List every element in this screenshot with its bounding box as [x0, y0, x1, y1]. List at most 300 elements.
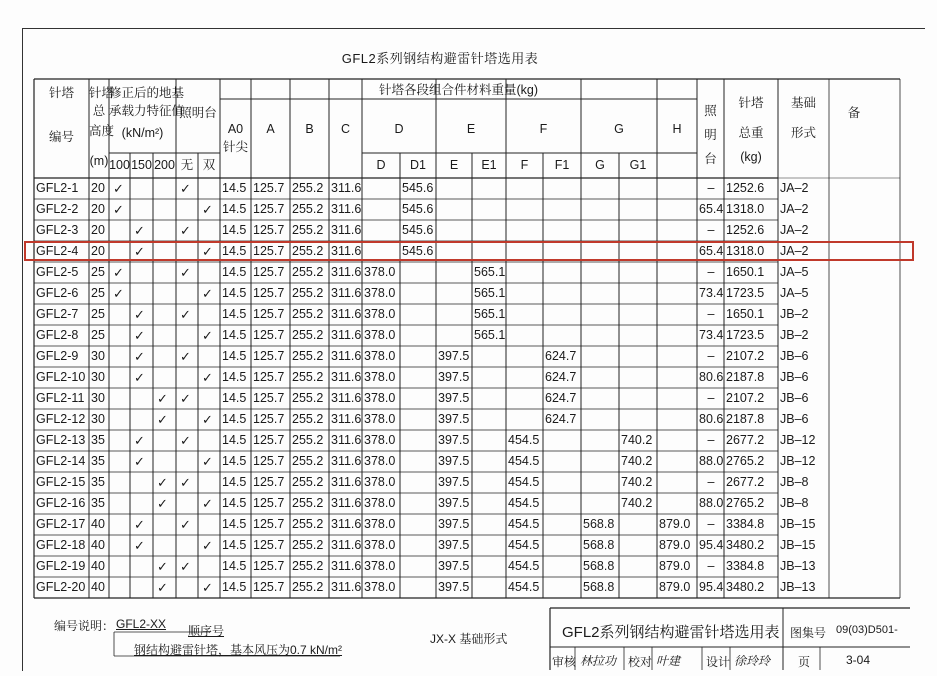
check-mark-dbl: ✓: [202, 286, 213, 301]
cell-total: 1650.1: [726, 265, 765, 279]
cell-b: 255.2: [292, 202, 324, 216]
cell-a: 125.7: [253, 286, 285, 300]
cell-f: 454.5: [508, 559, 540, 573]
header-col-e: E: [466, 122, 476, 136]
cell-b: 255.2: [292, 223, 324, 237]
cell-base: JB–12: [780, 454, 816, 468]
cell-base: JB–13: [780, 559, 816, 573]
cell-b: 255.2: [292, 475, 324, 489]
cell-base: JA–2: [780, 181, 809, 195]
cell-a: 125.7: [253, 202, 285, 216]
cell-g1: [621, 410, 656, 429]
cell-a0: 14.5: [222, 223, 247, 237]
check-mark-none: ✓: [180, 391, 191, 406]
header-weights: 针塔各段组合件材料重量(kg): [378, 83, 539, 97]
cell-lamp: 88.0: [699, 454, 723, 468]
cell-code: GFL2-8: [36, 328, 79, 342]
cell-a: 125.7: [253, 244, 285, 258]
cell-h: 879.0: [659, 517, 691, 531]
cell-total: 2677.2: [726, 433, 765, 447]
cell-g: [583, 179, 618, 198]
cell-c: 311.6: [331, 433, 361, 447]
cell-f1: [545, 452, 580, 471]
cell-c: 311.6: [331, 265, 361, 279]
cell-f: 454.5: [508, 433, 540, 447]
cell-g: 568.8: [583, 580, 615, 594]
header-height-1: 针塔: [89, 86, 115, 100]
cell-c: 311.6: [331, 286, 361, 300]
cell-b: 255.2: [292, 454, 324, 468]
cell-code: GFL2-9: [36, 349, 79, 363]
cell-f: [508, 221, 542, 240]
cell-f: [508, 200, 542, 219]
check-mark-b100: ✓: [113, 202, 124, 217]
cell-d: 378.0: [364, 307, 396, 321]
cell-lamp: –: [707, 265, 715, 279]
cell-lamp: 80.6: [699, 412, 723, 426]
cell-d: 378.0: [364, 433, 396, 447]
cell-g1: [621, 389, 656, 408]
check-signature: 叶建: [656, 654, 681, 668]
cell-g: [583, 221, 618, 240]
cell-h: 30: [91, 370, 105, 384]
cell-d: [364, 221, 399, 240]
cell-e: 397.5: [438, 538, 470, 552]
cell-a: 125.7: [253, 223, 285, 237]
check-mark-b200: ✓: [157, 496, 168, 511]
cell-h: 20: [91, 223, 105, 237]
cell-f: [508, 179, 542, 198]
cell-h: 25: [91, 286, 105, 300]
cell-g: 568.8: [583, 559, 615, 573]
cell-a: 125.7: [253, 370, 285, 384]
cell-h: [659, 326, 696, 345]
cell-d: 378.0: [364, 391, 396, 405]
cell-code: GFL2-15: [36, 475, 86, 489]
cell-total: 1650.1: [726, 307, 765, 321]
cell-base: JB–2: [780, 328, 809, 342]
cell-b: 255.2: [292, 265, 324, 279]
cell-e1: [474, 410, 505, 429]
cell-c: 311.6: [331, 559, 361, 573]
cell-e1: [474, 347, 505, 366]
cell-g: [583, 284, 618, 303]
cell-g1: [621, 557, 656, 576]
cell-d: 378.0: [364, 559, 396, 573]
cell-f: 454.5: [508, 538, 540, 552]
cell-h: 30: [91, 412, 105, 426]
cell-e1: [474, 536, 505, 555]
check-mark-b200: ✓: [157, 580, 168, 595]
cell-h: 20: [91, 244, 105, 258]
cell-f: 454.5: [508, 517, 540, 531]
cell-g1: [621, 326, 656, 345]
cell-a: 125.7: [253, 580, 285, 594]
cell-base: JB–12: [780, 433, 816, 447]
header-sub-g1: G1: [629, 158, 647, 172]
cell-lamp: –: [707, 391, 715, 405]
cell-d: 378.0: [364, 454, 396, 468]
cell-e1: [474, 221, 505, 240]
cell-e1: [474, 557, 505, 576]
cell-g1: [621, 578, 656, 597]
check-mark-b150: ✓: [134, 223, 145, 238]
header-sub-f1: F1: [554, 158, 570, 172]
cell-a0: 14.5: [222, 475, 247, 489]
cell-b: 255.2: [292, 538, 324, 552]
cell-e: [438, 305, 471, 324]
cell-e1: [474, 578, 505, 597]
cell-base: JB–8: [780, 496, 809, 510]
cell-b: 255.2: [292, 328, 324, 342]
cell-code: GFL2-18: [36, 538, 86, 552]
cell-h: [659, 284, 696, 303]
cell-d1: [402, 473, 435, 492]
cell-f: 454.5: [508, 580, 540, 594]
cell-e1: [474, 515, 505, 534]
cell-f: [508, 347, 542, 366]
cell-d: 378.0: [364, 349, 396, 363]
legend-desc: 钢结构避雷针塔，基本风压为0.7 kN/m²: [134, 643, 343, 657]
cell-f1: [545, 179, 580, 198]
cell-f1: [545, 263, 580, 282]
cell-f1: [545, 431, 580, 450]
cell-g1: [621, 536, 656, 555]
cell-e: 397.5: [438, 496, 470, 510]
cell-total: 3384.8: [726, 559, 765, 573]
cell-code: GFL2-5: [36, 265, 79, 279]
cell-a: 125.7: [253, 181, 285, 195]
header-total-2: 总重: [738, 126, 764, 140]
cell-base: JB–15: [780, 517, 816, 531]
header-height-3: 高度: [89, 124, 115, 138]
cell-d1: [402, 305, 435, 324]
cell-c: 311.6: [331, 391, 361, 405]
cell-code: GFL2-12: [36, 412, 86, 426]
check-mark-b150: ✓: [134, 349, 145, 364]
cell-total: 3384.8: [726, 517, 765, 531]
cell-a0: 14.5: [222, 559, 247, 573]
cell-base: JB–8: [780, 475, 809, 489]
cell-h: [659, 473, 696, 492]
cell-total: 2765.2: [726, 454, 765, 468]
cell-total: 2187.8: [726, 370, 765, 384]
cell-a: 125.7: [253, 307, 285, 321]
cell-e: [438, 326, 471, 345]
cell-f1: [545, 305, 580, 324]
cell-d1: [402, 347, 435, 366]
check-mark-dbl: ✓: [202, 496, 213, 511]
cell-d: [364, 200, 399, 219]
cell-e: 397.5: [438, 454, 470, 468]
cell-f1: [545, 242, 580, 261]
cell-g: 568.8: [583, 517, 615, 531]
check-mark-b200: ✓: [157, 391, 168, 406]
cell-lamp: –: [707, 559, 715, 573]
header-light: 照明台: [179, 106, 217, 120]
cell-lamp: –: [707, 349, 715, 363]
cell-code: GFL2-19: [36, 559, 86, 573]
cell-g1: [621, 263, 656, 282]
cell-h: [659, 221, 696, 240]
cell-f: [508, 284, 542, 303]
cell-h: 20: [91, 202, 105, 216]
check-mark-b100: ✓: [113, 181, 124, 196]
cell-g: [583, 389, 618, 408]
header-b100: 100: [109, 158, 130, 172]
legend-label: 编号说明：: [54, 619, 115, 633]
check-mark-none: ✓: [180, 517, 191, 532]
cell-d1: [402, 578, 435, 597]
cell-f: [508, 368, 542, 387]
cell-b: 255.2: [292, 181, 324, 195]
cell-a0: 14.5: [222, 265, 247, 279]
cell-g1: [621, 515, 656, 534]
cell-h: [659, 347, 696, 366]
cell-lamp: –: [707, 517, 715, 531]
cell-e1: [474, 452, 505, 471]
cell-h: [659, 410, 696, 429]
cell-h: 25: [91, 307, 105, 321]
header-col-d: D: [394, 122, 404, 136]
cell-base: JA–2: [780, 244, 809, 258]
cell-h: 25: [91, 265, 105, 279]
check-mark-none: ✓: [180, 265, 191, 280]
cell-b: 255.2: [292, 244, 324, 258]
cell-lamp: 73.4: [699, 328, 723, 342]
header-bearing-2: 承载力特征值: [109, 104, 185, 118]
cell-base: JB–6: [780, 370, 809, 384]
cell-f1: [545, 557, 580, 576]
cell-h: 40: [91, 580, 105, 594]
cell-d: 378.0: [364, 286, 396, 300]
cell-g1: [621, 179, 656, 198]
check-mark-none: ✓: [180, 307, 191, 322]
cell-g: [583, 347, 618, 366]
cell-d1: [402, 515, 435, 534]
cell-h: [659, 305, 696, 324]
cell-c: 311.6: [331, 307, 361, 321]
cell-total: 2107.2: [726, 391, 765, 405]
cell-e: 397.5: [438, 349, 470, 363]
cell-a0: 14.5: [222, 181, 247, 195]
cell-g: [583, 494, 618, 513]
cell-b: 255.2: [292, 391, 324, 405]
cell-c: 311.6: [331, 538, 361, 552]
cell-a0: 14.5: [222, 370, 247, 384]
cell-a0: 14.5: [222, 454, 247, 468]
cell-b: 255.2: [292, 370, 324, 384]
header-remark: 备: [847, 106, 861, 120]
cell-h: 879.0: [659, 559, 691, 573]
cell-b: 255.2: [292, 412, 324, 426]
cell-g1: [621, 347, 656, 366]
cell-h: 35: [91, 496, 105, 510]
check-mark-b150: ✓: [134, 307, 145, 322]
cell-d1: [402, 263, 435, 282]
check-mark-b100: ✓: [113, 286, 124, 301]
cell-c: 311.6: [331, 496, 361, 510]
cell-g: [583, 242, 618, 261]
cell-e1: [474, 494, 505, 513]
cell-h: 40: [91, 559, 105, 573]
cell-total: 3480.2: [726, 580, 765, 594]
cell-g1: [621, 200, 656, 219]
cell-f: 454.5: [508, 454, 540, 468]
cell-a0: 14.5: [222, 517, 247, 531]
check-mark-b200: ✓: [157, 559, 168, 574]
header-base-1: 基础: [790, 96, 816, 110]
cell-code: GFL2-3: [36, 223, 79, 237]
cell-a: 125.7: [253, 328, 285, 342]
cell-total: 2765.2: [726, 496, 765, 510]
cell-f1: [545, 284, 580, 303]
cell-g: [583, 368, 618, 387]
check-mark-b200: ✓: [157, 412, 168, 427]
cell-lamp: 80.6: [699, 370, 723, 384]
cell-base: JA–2: [780, 202, 809, 216]
check-mark-none: ✓: [180, 433, 191, 448]
cell-f: [508, 410, 542, 429]
cell-code: GFL2-10: [36, 370, 86, 384]
cell-base: JB–2: [780, 307, 809, 321]
cell-lamp: 95.4: [699, 580, 723, 594]
check-mark-none: ✓: [180, 223, 191, 238]
cell-e1: [474, 368, 505, 387]
cell-e1: [474, 179, 505, 198]
cell-a0: 14.5: [222, 391, 247, 405]
page-label: 页: [798, 655, 811, 669]
cell-c: 311.6: [331, 349, 361, 363]
cell-d1: 545.6: [402, 181, 434, 195]
cell-a0: 14.5: [222, 244, 247, 258]
base-note: JX-X 基础形式: [430, 632, 508, 646]
header-col-b: B: [305, 122, 314, 136]
check-mark-dbl: ✓: [202, 454, 213, 469]
cell-b: 255.2: [292, 559, 324, 573]
cell-d: 378.0: [364, 412, 396, 426]
cell-h: 30: [91, 349, 105, 363]
cell-base: JB–6: [780, 412, 809, 426]
cell-lamp: –: [707, 433, 715, 447]
check-mark-dbl: ✓: [202, 328, 213, 343]
cell-a: 125.7: [253, 475, 285, 489]
cell-f: 454.5: [508, 475, 540, 489]
cell-e1: [474, 242, 505, 261]
cell-f: [508, 389, 542, 408]
header-a0-2: 针尖: [222, 140, 248, 154]
cell-f1: [545, 200, 580, 219]
header-total-1: 针塔: [738, 96, 764, 110]
header-light-none: 无: [180, 158, 194, 172]
cell-total: 1252.6: [726, 181, 765, 195]
cell-b: 255.2: [292, 307, 324, 321]
check-mark-dbl: ✓: [202, 412, 213, 427]
cell-e1: 565.1: [474, 328, 505, 342]
cell-h: [659, 179, 696, 198]
cell-h: 40: [91, 517, 105, 531]
review-label: 审核: [552, 655, 577, 669]
cell-code: GFL2-1: [36, 181, 79, 195]
header-b200: 200: [154, 158, 175, 172]
cell-g: [583, 263, 618, 282]
check-mark-none: ✓: [180, 349, 191, 364]
cell-lamp: –: [707, 475, 715, 489]
check-label: 校对: [628, 655, 653, 669]
cell-code: GFL2-6: [36, 286, 79, 300]
cell-g1: [621, 221, 656, 240]
cell-g: [583, 410, 618, 429]
cell-d: 378.0: [364, 538, 396, 552]
check-mark-dbl: ✓: [202, 538, 213, 553]
cell-f: [508, 326, 542, 345]
cell-f1: 624.7: [545, 349, 577, 363]
cell-h: [659, 452, 696, 471]
cell-d1: 545.6: [402, 202, 434, 216]
cell-h: 40: [91, 538, 105, 552]
cell-total: 1252.6: [726, 223, 765, 237]
cell-c: 311.6: [331, 244, 361, 258]
cell-c: 311.6: [331, 475, 361, 489]
header-lamp-2: 明: [704, 128, 717, 142]
cell-a0: 14.5: [222, 286, 247, 300]
cell-total: 1318.0: [726, 244, 765, 258]
cell-e1: [474, 431, 505, 450]
cell-f1: [545, 578, 580, 597]
cell-h: [659, 200, 696, 219]
atlas-label: 图集号: [790, 626, 827, 640]
cell-d: 378.0: [364, 496, 396, 510]
cell-code: GFL2-17: [36, 517, 86, 531]
cell-c: 311.6: [331, 580, 361, 594]
header-base-2: 形式: [790, 126, 816, 140]
header-height-unit: (m): [89, 154, 109, 168]
cell-f1: [545, 515, 580, 534]
cell-d1: [402, 368, 435, 387]
page-number: 3-04: [846, 653, 871, 667]
cell-lamp: 95.4: [699, 538, 723, 552]
cell-e1: [474, 200, 505, 219]
design-signature: 徐玲玲: [734, 654, 771, 668]
header-sub-f: F: [520, 158, 529, 172]
cell-f: [508, 242, 542, 261]
cell-total: 1723.5: [726, 286, 765, 300]
cell-d1: [402, 536, 435, 555]
cell-g: [583, 305, 618, 324]
cell-g1: [621, 368, 656, 387]
header-bearing-unit: (kN/m²): [121, 126, 164, 140]
header-col-a: A: [266, 122, 275, 136]
header-col-c: C: [340, 122, 351, 136]
cell-h: [659, 242, 696, 261]
cell-c: 311.6: [331, 181, 361, 195]
table-title: GFL2系列钢结构避雷针塔选用表: [341, 51, 539, 66]
header-sub-d: D: [376, 158, 386, 172]
cell-h: 879.0: [659, 538, 691, 552]
legend-code: GFL2-XX: [116, 617, 167, 631]
cell-a: 125.7: [253, 433, 285, 447]
header-lamp-1: 照: [704, 104, 717, 118]
cell-c: 311.6: [331, 370, 361, 384]
cell-c: 311.6: [331, 223, 361, 237]
cell-f1: [545, 473, 580, 492]
cell-f1: [545, 494, 580, 513]
cell-g1: [621, 284, 656, 303]
cell-b: 255.2: [292, 517, 324, 531]
cell-base: JB–6: [780, 349, 809, 363]
cell-h: 879.0: [659, 580, 691, 594]
cell-d1: 545.6: [402, 244, 434, 258]
